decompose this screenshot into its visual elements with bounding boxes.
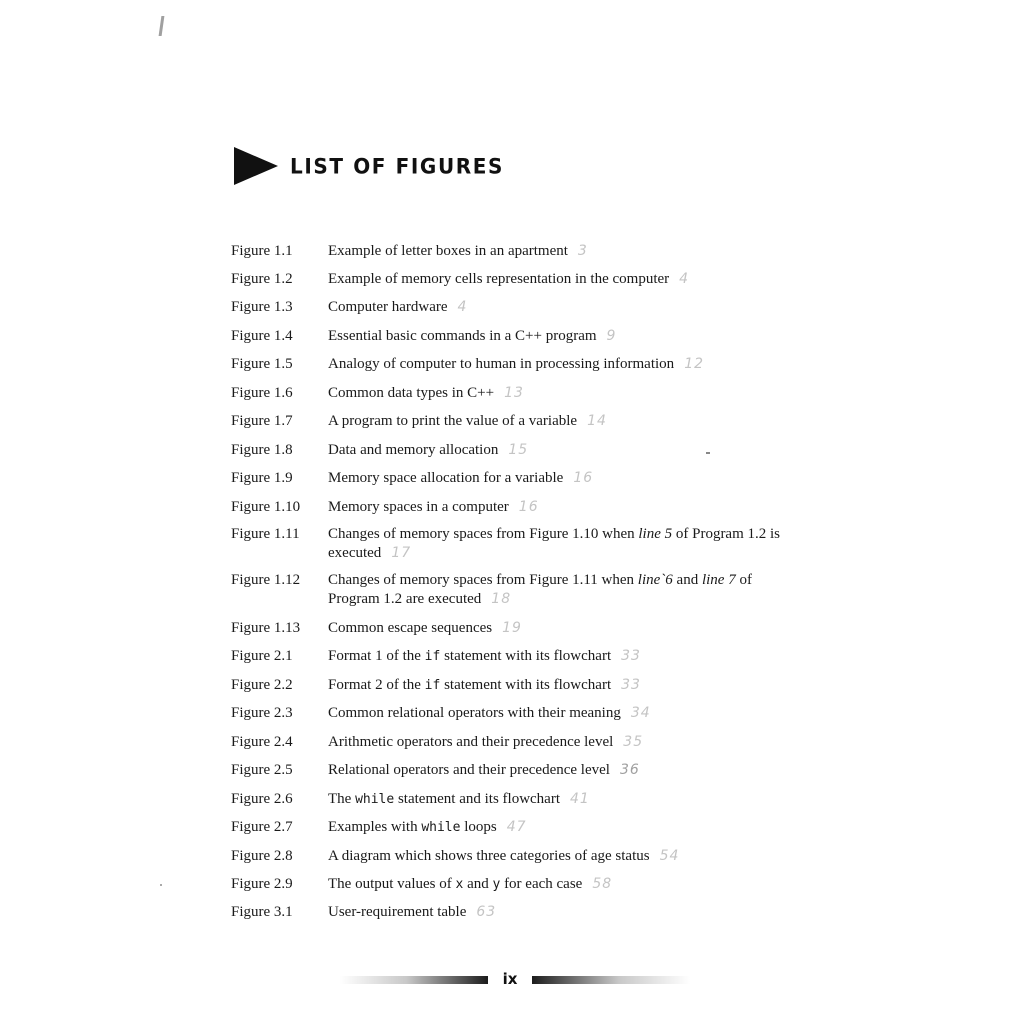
figure-caption: User-requirement table 63 [328,904,497,920]
figure-caption: The output values of x and y for each case 58 [328,876,613,892]
page-number: 18 [491,591,512,607]
page-number: 4 [679,271,690,287]
figure-number: Figure 1.9 [231,470,293,486]
figure-caption: Data and memory allocation 15 [328,442,529,458]
triangle-arrow-icon [232,146,280,186]
figure-caption: Format 1 of the if statement with its flowchart 33 [328,648,641,664]
footer-rule-left [340,976,488,984]
figure-caption: A diagram which shows three categories of age status 54 [328,848,680,864]
page-number: 63 [476,904,497,920]
figure-caption: Changes of memory spaces from Figure 1.10 when line 5 of Program 1.2 is executed 17 [328,526,781,561]
page-footer [340,970,690,994]
figure-number: Figure 1.10 [231,499,301,515]
page-number: 13 [504,385,524,401]
figure-number: Figure 2.1 [231,648,293,664]
figure-number: Figure 1.4 [231,328,293,344]
figure-number: Figure 1.2 [231,271,293,287]
page-number: 33 [621,648,641,664]
figure-caption: Common relational operators with their meaning 34 [328,705,651,721]
figure-caption: Memory space allocation for a variable 16 [328,470,594,486]
page-number: 35 [623,734,644,750]
figure-number: Figure 1.13 [231,620,301,636]
figure-caption: Format 2 of the if statement with its flowchart 33 [328,677,641,693]
page-number: 19 [502,620,522,636]
page-number: 33 [621,677,641,693]
figure-caption: The while statement and its flowchart 41 [328,791,590,807]
scan-dot [160,884,162,886]
page-number: 47 [506,819,527,835]
page-number: 16 [518,499,539,515]
figure-number: Figure 1.1 [231,243,293,259]
page-number: 36 [619,762,640,778]
page-number: 41 [570,791,590,807]
figure-caption: Example of letter boxes in an apartment 3 [328,243,588,259]
page-number: 17 [391,545,412,561]
page-number: 15 [508,442,529,458]
figure-number: Figure 2.9 [231,876,293,892]
page-title: LIST OF FIGURES [290,153,505,179]
figure-caption: Changes of memory spaces from Figure 1.11 when line`6 and line 7 of Program 1.2 are executed 18 [328,572,752,607]
figure-number: Figure 1.5 [231,356,293,372]
figure-number: Figure 2.8 [231,848,293,864]
figure-caption: Common data types in C++ 13 [328,385,524,401]
figure-caption: Common escape sequences 19 [328,620,522,636]
figure-caption: Arithmetic operators and their precedence level 35 [328,734,644,750]
page-number: 34 [630,705,651,721]
figure-number: Figure 1.6 [231,385,293,401]
page-number: 58 [592,876,613,892]
figure-caption: Analogy of computer to human in processing information 12 [328,356,705,372]
folio: ix [502,970,518,988]
page-number: 3 [577,243,588,259]
page-number: 12 [684,356,705,372]
figure-caption: Example of memory cells representation in the computer 4 [328,271,690,287]
figure-caption: Essential basic commands in a C++ program 9 [328,328,617,344]
page-number: 14 [587,413,607,429]
figure-caption: A program to print the value of a variable 14 [328,413,607,429]
figure-number: Figure 3.1 [231,904,293,920]
figure-number: Figure 2.3 [231,705,293,721]
footer-rule-right [532,976,690,984]
figure-number: Figure 2.2 [231,677,293,693]
figure-number: Figure 1.7 [231,413,293,429]
page-number: 16 [573,470,594,486]
figure-number: Figure 1.12 [231,572,301,588]
figure-number: Figure 1.11 [231,526,300,542]
figure-number: Figure 2.6 [231,791,293,807]
figure-caption: Relational operators and their precedence level 36 [328,762,640,778]
figure-number: Figure 2.7 [231,819,293,835]
page-number: 54 [659,848,680,864]
section-heading [232,146,504,186]
page-number: 4 [457,299,468,315]
figure-caption: Examples with while loops 47 [328,819,527,835]
figure-caption: Computer hardware 4 [328,299,468,315]
figure-number: Figure 2.4 [231,734,293,750]
figure-number: Figure 2.5 [231,762,293,778]
scan-mark [159,16,165,36]
page-number: 9 [606,328,617,344]
figure-caption: Memory spaces in a computer 16 [328,499,539,515]
figure-number: Figure 1.8 [231,442,293,458]
figure-number: Figure 1.3 [231,299,293,315]
